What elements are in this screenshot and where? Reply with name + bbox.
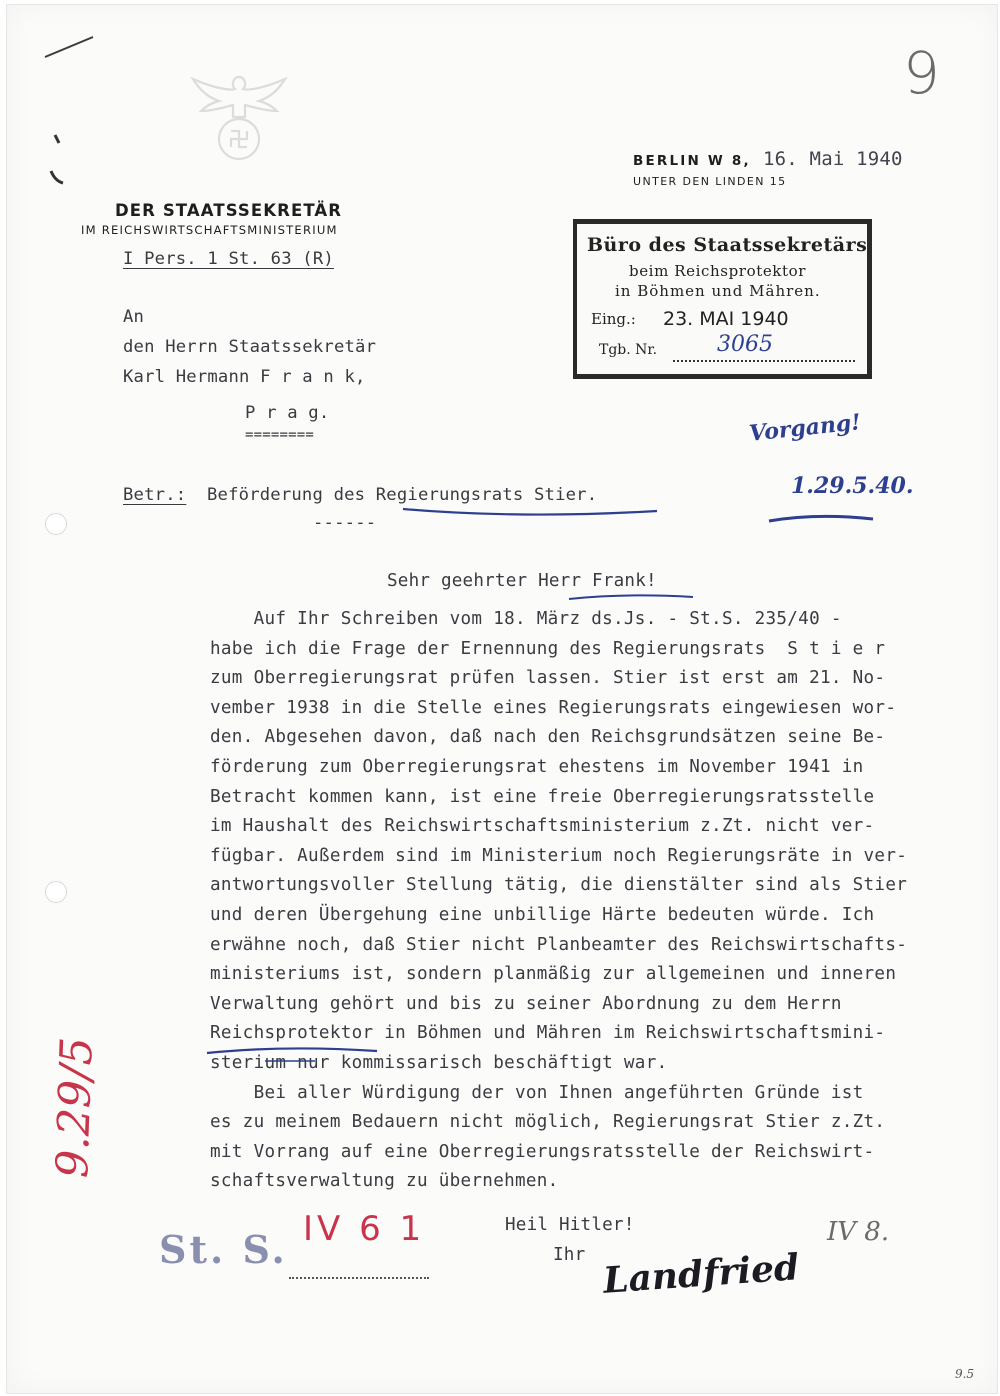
- subject-pencil-underline: [401, 503, 661, 521]
- recipient-line-2: Karl Hermann F r a n k,: [123, 367, 366, 387]
- body-line: antwortungsvoller Stellung tätig, die dienstälter sind als Stier: [210, 875, 908, 896]
- body-line: schaftsverwaltung zu übernehmen.: [210, 1171, 559, 1192]
- corner-note: 9.5: [955, 1367, 975, 1381]
- subject-text: Beförderung des Regierungsrats Stier.: [207, 485, 598, 505]
- recipient-city-underline: ========: [245, 427, 315, 443]
- punch-hole: [45, 513, 67, 535]
- stamp-eing-label: Eing.:: [591, 310, 636, 328]
- body-line: Bei aller Würdigung der von Ihnen angeführten Gründe ist: [210, 1082, 864, 1103]
- reference-number: I Pers. 1 St. 63 (R): [123, 249, 334, 269]
- letterhead-subtitle: IM REICHSWIRTSCHAFTSMINISTERIUM: [81, 223, 338, 237]
- letterhead-title: DER STAATSSEKRETÄR: [115, 201, 343, 220]
- body-line: es zu meinem Bedauern nicht möglich, Regierungsrat Stier z.Zt.: [210, 1112, 886, 1133]
- recipient-an: An: [123, 307, 145, 327]
- stg-dotted-line: [289, 1277, 429, 1279]
- eagle-emblem-icon: [189, 59, 289, 169]
- recipient-line-1: den Herrn Staatssekretär: [123, 337, 377, 357]
- subject-dashes: ------: [313, 513, 377, 533]
- salutation-pencil-underline: [567, 591, 697, 605]
- body-line: fügbar. Außerdem sind im Ministerium noch Regierungsräte in ver-: [210, 845, 908, 866]
- stamp-line-3: in Böhmen und Mähren.: [615, 282, 821, 300]
- stg-stamp: St. S.: [159, 1227, 288, 1272]
- body-line: Betracht kommen kann, ist eine freie Oberregierungsratsstelle: [210, 786, 875, 807]
- body-line: Auf Ihr Schreiben vom 18. März ds.Js. - St.S. 235/40 -: [210, 609, 842, 629]
- stamp-line-2: beim Reichsprotektor: [629, 262, 807, 280]
- letter-page: [6, 4, 998, 1394]
- stamp-dotted-line: [673, 360, 855, 362]
- street-address: UNTER DEN LINDEN 15: [633, 175, 787, 188]
- body-line: ministeriums ist, sondern planmäßig zur allgemeinen und inneren: [210, 964, 897, 985]
- closing-greeting: Heil Hitler!: [505, 1215, 635, 1235]
- body-line: Reichsprotektor in Böhmen und Mähren im Reichswirtschaftsmini-: [210, 1023, 886, 1044]
- salutation: Sehr geehrter Herr Frank!: [387, 571, 657, 591]
- body-line: zum Oberregierungsrat prüfen lassen. Stier ist erst am 21. No-: [210, 668, 886, 689]
- city-label: BERLIN W 8,: [633, 153, 751, 169]
- body-line: vember 1938 in die Stelle eines Regierungsrats eingewiesen wor-: [210, 697, 897, 718]
- page-number: 9: [903, 39, 940, 107]
- punch-hole: [45, 881, 67, 903]
- subject-label: Betr.:: [123, 485, 187, 505]
- recipient-city: P r a g.: [245, 403, 330, 423]
- annotation-vorgang: Vorgang!: [747, 409, 863, 447]
- stamp-eing-date: 23. MAI 1940: [663, 308, 789, 330]
- body-line: Verwaltung gehört und bis zu seiner Abordnung zu dem Herrn: [210, 993, 842, 1014]
- annotation-initials: IV 8.: [827, 1217, 890, 1247]
- stg-code: IV 6 1: [303, 1209, 426, 1249]
- red-pencil-note: 9.29/5: [47, 1036, 103, 1179]
- body-line: erwähne noch, daß Stier nicht Planbeamter des Reichswirtschafts-: [210, 934, 908, 955]
- body-line: und deren Übergehung eine unbillige Härte bedeuten würde. Ich: [210, 905, 875, 925]
- body-line: förderung zum Oberregierungsrat ehestens im November 1941 in: [210, 757, 864, 777]
- body-line: sterium nur kommissarisch beschäftigt war.: [210, 1053, 668, 1073]
- closing-ihr: Ihr: [553, 1245, 586, 1265]
- body-line: den. Abgesehen davon, daß nach den Reichsgrundsätzen seine Be-: [210, 727, 886, 748]
- body-line: mit Vorrang auf eine Oberregierungsratsstelle der Reichswirt-: [210, 1141, 875, 1162]
- stamp-tgb-label: Tgb. Nr.: [599, 342, 658, 358]
- annotation-date: 1.29.5.40.: [791, 473, 914, 499]
- annotation-underline: [767, 511, 877, 527]
- letter-date: 16. Mai 1940: [763, 148, 903, 170]
- receipt-stamp: [573, 219, 872, 379]
- body-line: habe ich die Frage der Ernennung des Regierungsrats S t i e r: [210, 638, 886, 659]
- stamp-journal-number: 3065: [717, 332, 773, 357]
- body-pencil-underline: [205, 1041, 385, 1071]
- body-line: im Haushalt des Reichswirtschaftsministerium z.Zt. nicht ver-: [210, 816, 875, 837]
- signature: Landfried: [601, 1246, 801, 1302]
- stamp-office: Büro des Staatssekretärs: [587, 234, 868, 256]
- pencil-marks: [37, 31, 97, 191]
